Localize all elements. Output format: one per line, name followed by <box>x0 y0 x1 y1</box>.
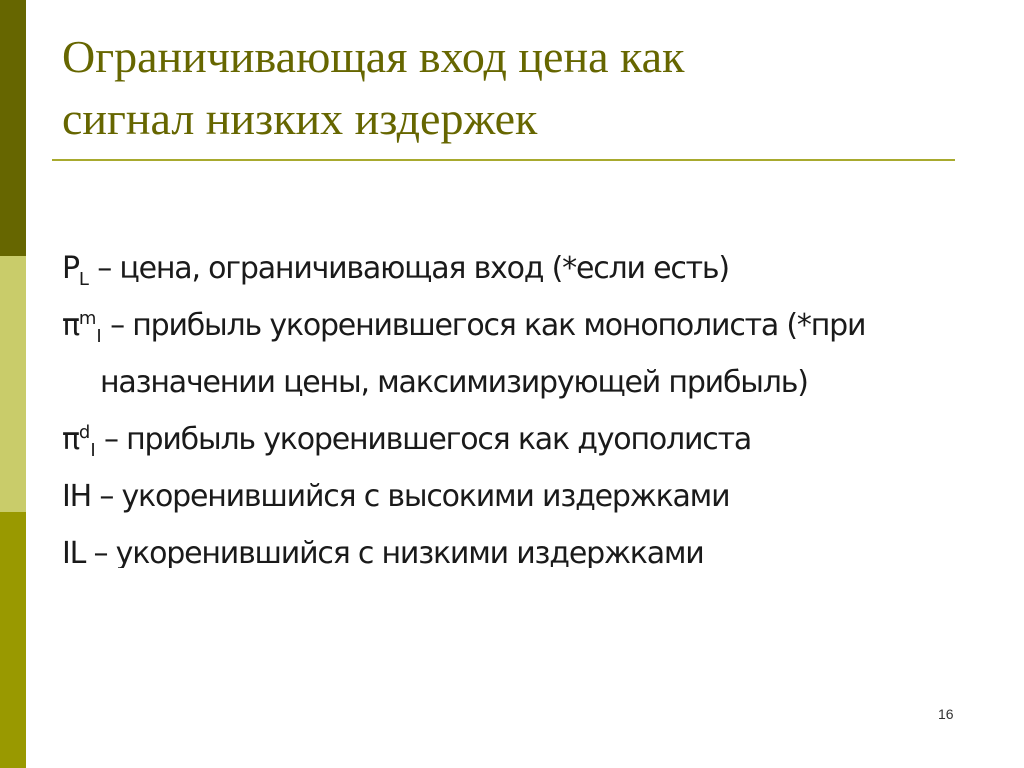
slide-title-line-2: сигнал низких издержек <box>62 93 538 144</box>
page-number: 16 <box>938 706 954 722</box>
item-symbol: P <box>62 251 79 286</box>
side-bar-middle-segment <box>0 256 26 512</box>
slide-title <box>62 26 962 150</box>
definition-item <box>62 297 967 411</box>
definition-item <box>62 411 967 468</box>
item-superscript: m <box>78 308 97 329</box>
definition-item <box>62 525 967 568</box>
side-bar-bottom-segment <box>0 512 26 768</box>
item-symbol: π <box>62 422 79 457</box>
title-underline <box>52 159 955 161</box>
item-text: – прибыль укоренившегося как монополиста (*при назначении цены, максимизирующей прибыль) <box>100 308 866 400</box>
item-subscript: I <box>96 326 102 347</box>
definition-item <box>62 468 967 525</box>
item-text: – прибыль укоренившегося как дуополиста <box>95 422 752 457</box>
item-text: IH – укоренившийся с высокими издержками <box>62 479 730 514</box>
side-bar-top-segment <box>0 0 26 256</box>
item-superscript: d <box>78 422 91 443</box>
definition-item <box>62 240 967 297</box>
slide-title-line-1: Ограничивающая вход цена как <box>62 31 685 82</box>
definitions-list <box>62 240 967 568</box>
item-text: IL – укоренившийся с низкими издержками <box>62 536 704 568</box>
item-text: – цена, ограничивающая вход (*если есть) <box>88 251 729 286</box>
item-symbol: π <box>62 308 79 343</box>
item-subscript: I <box>90 440 96 461</box>
side-accent-bar <box>0 0 26 768</box>
item-subscript: L <box>78 269 89 290</box>
